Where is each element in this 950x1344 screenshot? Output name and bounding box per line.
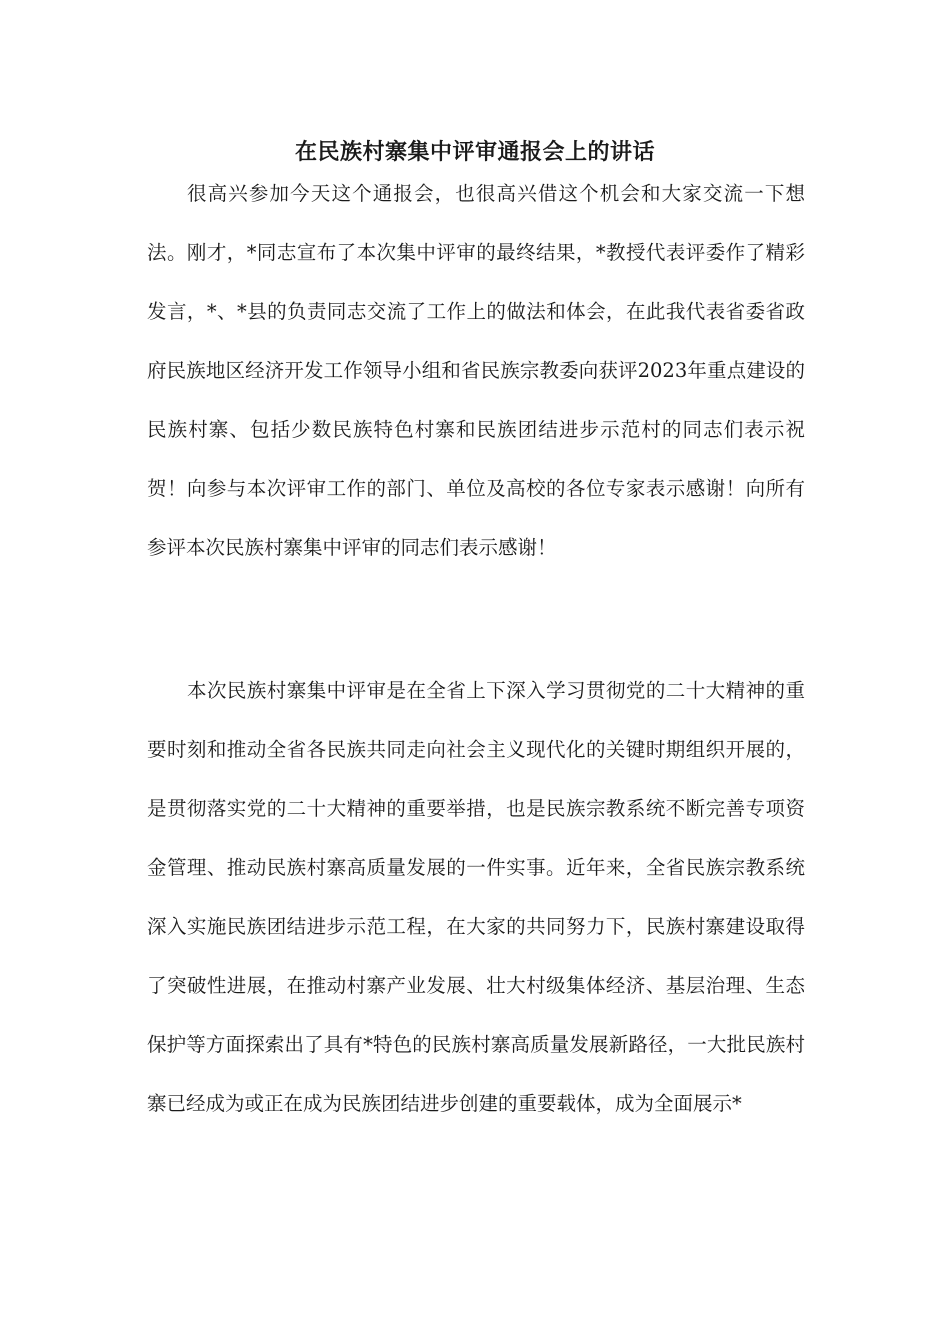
paragraph-2: 本次民族村寨集中评审是在全省上下深入学习贯彻党的二十大精神的重要时刻和推动全省各民族共同走向社会主义现代化的关键时期组织开展的，是贯彻落实党的二十大精神的重要举措，也是民族宗教系统不断完善专项资金管理、推动民族村寨高质量发展的一件实事。近年来，全省民族宗教系统深入实施民族团结进步示范工程，在大家的共同努力下，民族村寨建设取得了突破性进展，在推动村寨产业发展、壮大村级集体经济、基层治理、生态保护等方面探索出了具有*特色的民族村寨高质量发展新路径，一大批民族村寨已经成为或正在成为民族团结进步创建的重要载体，成为全面展示* bbox=[147, 679, 805, 1115]
document-title: 在民族村寨集中评审通报会上的讲话 bbox=[294, 139, 655, 165]
paragraph-1: 很高兴参加今天这个通报会，也很高兴借这个机会和大家交流一下想法。刚才，*同志宣布了本次集中评审的最终结果，*教授代表评委作了精彩发言，*、*县的负责同志交流了工作上的做法和体会，在此我代表省委省政府民族地区经济开发工作领导小组和省民族宗教委向获评2023年重点建设的民族村寨、包括少数民族特色村寨和民族团结进步示范村的同志们表示祝贺！向参与本次评审工作的部门、单位及高校的各位专家表示感谢！向所有参评本次民族村寨集中评审的同志们表示感谢！ bbox=[147, 182, 805, 559]
